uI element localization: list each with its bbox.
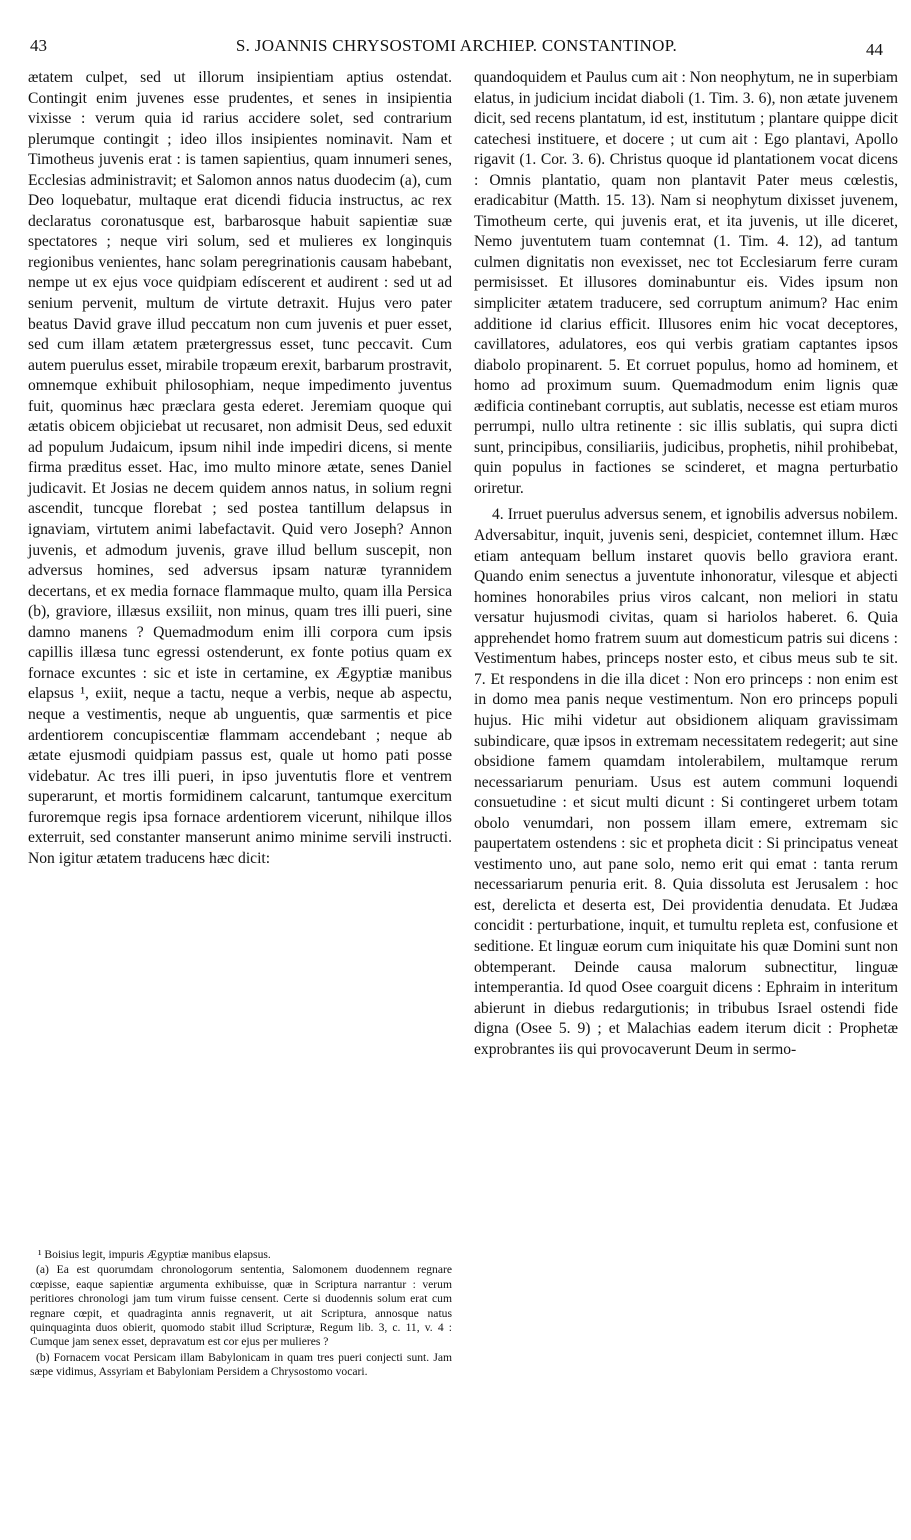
- left-column-paragraph: ætatem culpet, sed ut illorum insipientiam aptius ostendat. Contingit enim juvenes esse prudentes, et senes in insipientia vixisse : verum quia id rarius accidere solet, sed contrarium plerumque contingit ; ideo illos insipientes nominavit. Nam et Timotheus juvenis erat : is tamen sapientius, quam innumeri senes, Ecclesias administravit; et Salomon annos natus duodecim (a), cum Deo loquebatur, multaque erat dicendi fiducia instructus, ac rex declaratus coronatusque est, barbarosque habuit sapientiæ suæ spectatores ; neque viri solum, sed et mulieres ex longinquis regionibus venientes, hanc solam peregrinationis causam habebant, nempe ut ex ejus voce quidpiam edíscerent et audirent : sed ut ad senium pervenit, multum de virtute detraxit. Hujus vero pater beatus David grave illud peccatum non cum juvenis et puer esset, sed cum illam ætatem prætergressus esset, tunc peccavit. Cum autem puerulus esset, mirabile tropæum erexit, barbarum prostravit, omnemque exhibuit philosophiam, neque impedimento juventus fuit, quominus hæc præclara gesta ederet. Jeremiam quoque qui ætatis obicem objiciebat ut recusaret, non admisit Deus, sed eduxit ad populum Judaicum, ipsum nihil inde impediri dicens, si mente firma præditus esset. Hac, imo multo minore ætate, senes Daniel judicavit. Et Josias ne decem quidem annos natus, in solium regni ascendit, tuncque florebat ; sed postea tantillum delapsus in ignaviam, virtutem animi labefactavit. Quid vero Joseph? Annon juvenis, et admodum juvenis, grave illud bellum suscepit, non adversus homines, sed adversus ipsam naturæ tyrannidem decertans, et ex media fornace flammaque multo, quam illa Persica (b), graviore, illæsus exsiliit, non minus, quam tres illi pueri, sine damno manens ? Quemadmodum enim illi corpora cum ipsis capillis illæsa tunc egressi ostenderunt, ex fonte potius quam ex fornace excuntes : sic et iste in certamine, ex Ægyptiæ manibus elapsus ¹, exiit, neque a tactu, neque a verbis, neque ab aspectu, neque a vestimentis, neque ab unguentis, quæ sarmentis et pice ardentiorem concupiscentiæ flammam accendebant ; neque ab ætate ejusmodi quidpiam passus est, quale ut homo pati posse videbatur. Ac tres illi pueri, in ipso juventutis flore et ventrem superarunt, et mortis formidinem calcarunt, tantumque exercitum furoremque regis ipsa fornace ardentiorem vicerunt, nihilque illos exterruit, sed constanter manserunt animo minime servili instructi. Non igitur ætatem traducens hæc dicit:: [28, 69, 452, 867]
- right-column-paragraph-2: 4. Irruet puerulus adversus senem, et ignobilis adversus nobilem. Adversabitur, inquit, juvenis seni, despiciet, contemnet illum. Hæc etiam antequam bellum instaret quovis bello graviora erant. Quando enim senectus a juventute inhonoratur, vilesque et abjecti homines honorabiles prius viros calcant, non meliori in statu versatur hujusmodi civitas, quam si hariolos haberet. 6. Quia apprehendet homo fratrem suum aut domesticum patris sui dicens : Vestimentum habes, princeps noster esto, et cibus meus sub te sit. 7. Et respondens in die illa dicet : Non ero princeps : non enim est in domo mea panis neque vestimentum. Non ero princeps populi hujus. Hic mihi videtur aut obsidionem aliquam gravissimam subindicare, quæ ipsos in extremam necessitatem redegerit; aut sine obsidione famem quamdam intolerabilem, multamque rerum necessariarum penuriam. Usus est autem communi loquendi consuetudine : et sicut multi dicunt : Si contingeret urbem totam obolo venumdari, non possem illam emere, extremam sic paupertatem ostendens : sic et propheta dicit : Si principatus veneat vestimento uno, aut pane solo, nemo erit qui emat : tanta rerum necessariarum penuria erit. 8. Quia dissoluta est Jerusalem : hoc est, derelicta et deserta est, Dei providentia denudata. Et Judæa concidit : perturbatione, inquit, et tumultu repleta est, confusione et seditione. Et linguæ eorum cum iniquitate his quæ Domini sunt non obtemperant. Deinde causa malorum subnectitur, linguæ intemperantia. Id quod Osee coarguit dicens : Ephraim in interitum abierunt in diebus redargutionis; in tribubus Israel ostendi fide digna (Osee 5. 9) ; et Malachias eadem iterum dicit : Prophetæ exprobrantes iis qui provocaverunt Deum in sermo-: [474, 506, 898, 1058]
- footnote-a: (a) Ea est quorumdam chronologorum sententia, Salomonem duodennem regnare cœpisse, eaque sapientiæ argumenta exhibuisse, quæ in Scriptura narrantur : verum peritiores chronologi jam tum virum fuisse censent. Certe si duodennis solum erat cum regnare cœpit, et quadraginta annis regnaverit, ut ait Scriptura, annosque natus quinquaginta duos obierit, quomodo stabit illud Scripturæ, Regum lib. 3, c. 11, v. 4 : Cumque jam senex esset, depravatum est cor ejus per mulieres ?: [30, 1263, 452, 1349]
- page-header: [30, 36, 883, 60]
- page-number-right: 44: [866, 40, 883, 59]
- footnotes: [30, 1248, 452, 1381]
- page-number-left: 43: [30, 36, 47, 55]
- running-title: S. JOANNIS CHRYSOSTOMI ARCHIEP. CONSTANTINOP.: [235, 36, 678, 55]
- right-column: [474, 68, 898, 1060]
- footnote-1: ¹ Boisius legit, impuris Ægyptiæ manibus elapsus.: [38, 1248, 271, 1261]
- footnote-b: (b) Fornacem vocat Persicam illam Babylonicam in quam tres pueri conjecti sunt. Jam sæpe vidimus, Assyriam et Babyloniam Persidem a Chrysostomo vocari.: [30, 1350, 452, 1379]
- right-column-paragraph-1: quandoquidem et Paulus cum ait : Non neophytum, ne in superbiam elatus, in judicium incidat diaboli (1. Tim. 3. 6), non ætate juvenem dicit, sed recens plantatum, id est, institutum ; plantare quippe dicit catechesi instituere, et docere ; ut cum ait : Ego plantavi, Apollo rigavit (1. Cor. 3. 6). Christus quoque id plantationem vocat dicens : Omnis plantatio, quam non plantavit Pater meus cœlestis, eradicabitur (Matth. 15. 13). Nam si neophytum dixisset juvenem, Timotheum certe, qui juvenis erat, et ita juvenis, ut ille diceret, Nemo juventutem tuam contemnat (1. Tim. 4. 12), ad tantum culmen dignitatis non evexisset, nec tot Ecclesiarum ferre curam permisisset. Et illusores dominabuntur eis. Vides ipsum non simpliciter ætatem traducere, sed corruptum animum? Hac enim additione id clarius efficit. Illusores enim hic vocat deceptores, cavillatores, adulatores, eos qui verbis gratiam captantes ipsos diabolo propinarent. 5. Et corruet populus, homo ad hominem, et homo ad proximum suum. Quemadmodum enim lignis quæ ædificia continebant corruptis, aut sublatis, necesse est etiam muros perrumpi, nullo ultra retinente : sic illis sublatis, qui supra dicti sunt, principibus, consiliariis, judicibus, prophetis, nihil prohibebat, quin populus in factiones se scinderet, et magna perturbatio oriretur.: [474, 69, 898, 497]
- left-column: [28, 68, 452, 869]
